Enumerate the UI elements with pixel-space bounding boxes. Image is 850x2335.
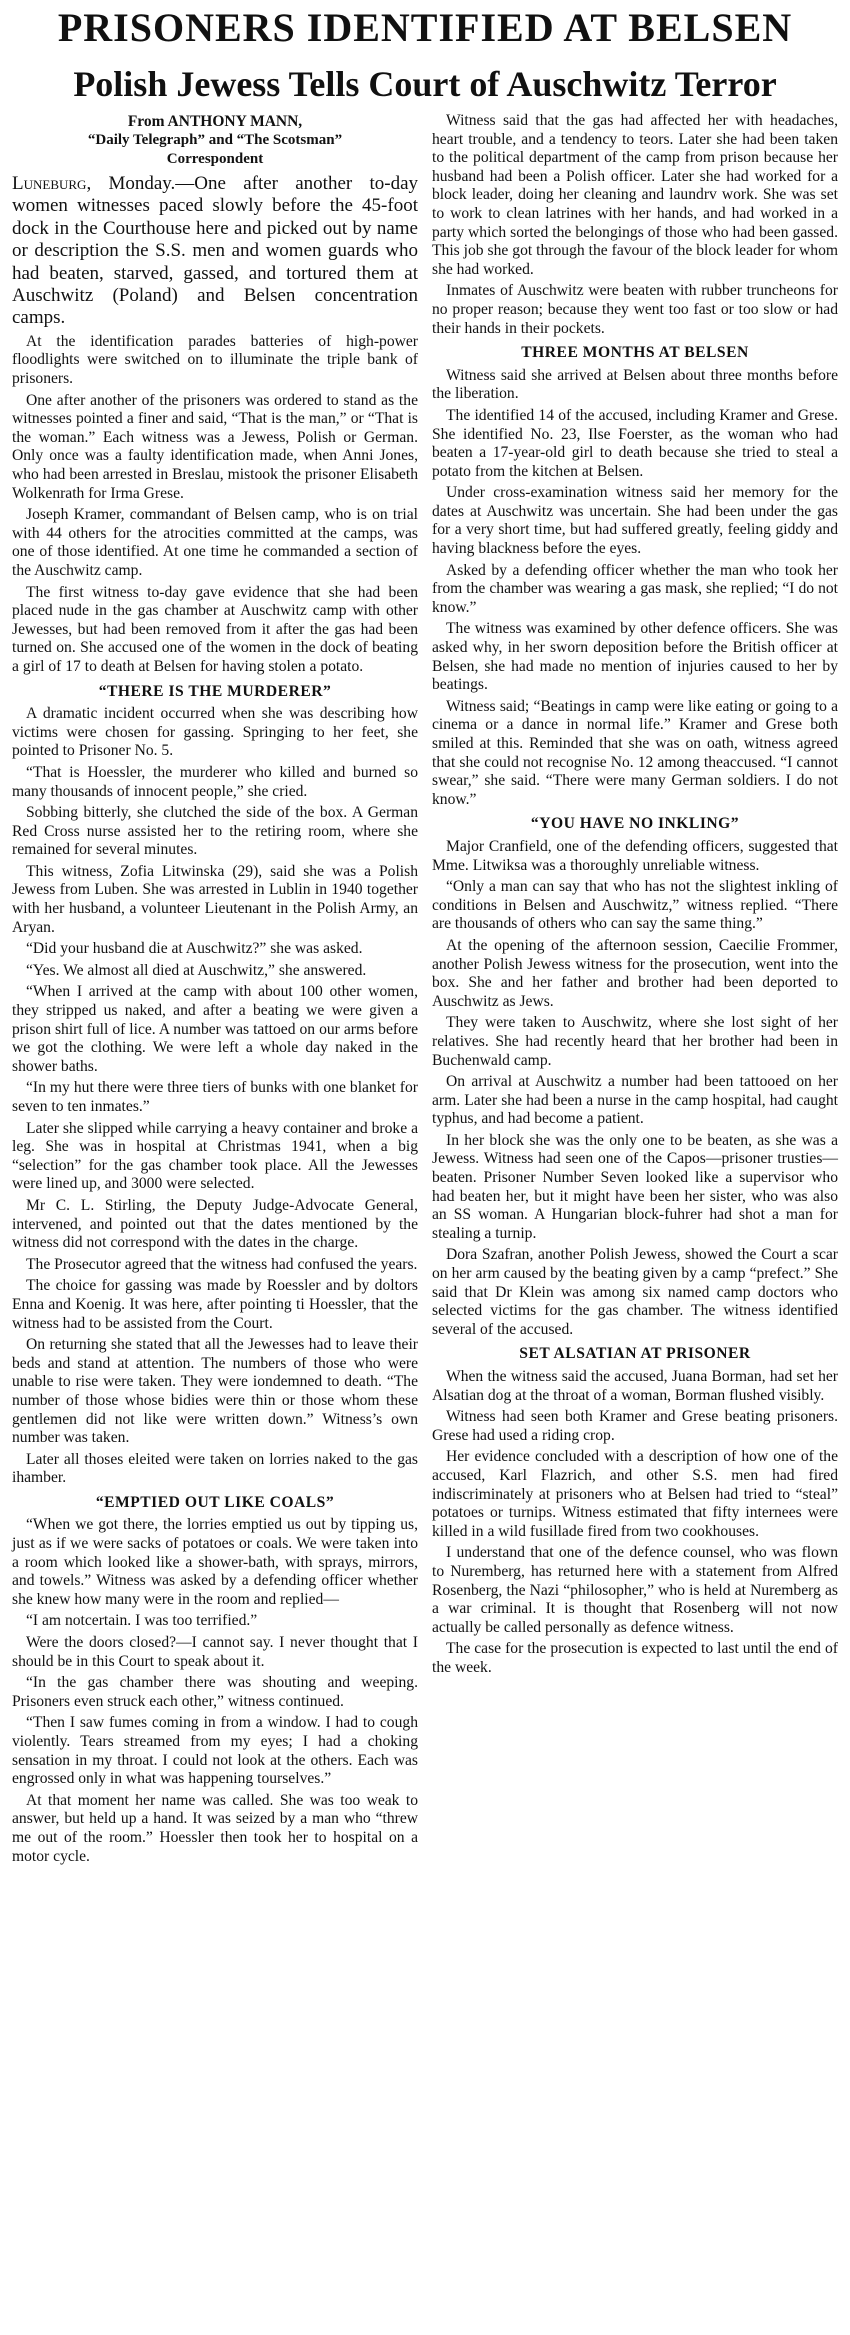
paragraph: Later she slipped while carrying a heavy container and broke a leg. She was in hospital at Christmas 1941, when a big “selection” for the gas chamber took place. All the Jewesses were lined up, and 3000 were selected. [12,1119,418,1193]
paragraph: A dramatic incident occurred when she was describing how victims were chosen for gassing. Springing to her feet, she pointed to Prisoner No. 5. [12,705,418,760]
lede-paragraph [12,173,418,330]
paragraph: “When we got there, the lorries emptied us out by tipping us, just as if we were sacks of potatoes or coals. We were taken into a room which looked like a shower-bath, with sprays, mirrors, and towels.” Witness was asked by a defending officer whether she knew how many were in the room and replied— [12,1516,418,1608]
paragraph: Later all thoses eleited were taken on lorries naked to the gas ihamber. [12,1450,418,1487]
paragraph: “Then I saw fumes coming in from a window. I had to cough violently. Tears streamed from my eyes; I had a choking sensation in my throat. I could not look at the others. Each was engrossed only in what was happening tourselves.” [12,1714,418,1788]
paragraph: “That is Hoessler, the murderer who killed and burned so many thousands of innocent people,” she cried. [12,763,418,800]
paragraph: Dora Szafran, another Polish Jewess, showed the Court a scar on her arm caused by the beating given by a camp “prefect.” She said that Dr Klein was among six named camp doctors who selected victims for the gas chamber. The witness identified several of the accused. [432,1246,838,1338]
paragraph: When the witness said the accused, Juana Borman, had set her Alsatian dog at the throat of a woman, Borman flushed visibly. [432,1368,838,1404]
paragraph: Witness said; “Beatings in camp were like eating or going to a cinema or a dance in normal life.” Kramer and Grese both smiled at this. Reminded that she was on oath, witness agreed that she could not recognise No. 12 among theaccused. “I cannot swear,” she said. “There were many German soldiers. I do not know.” [432,697,838,808]
byline-role: Correspondent [166,151,264,167]
paragraph: They were taken to Auschwitz, where she lost sight of her relatives. She had recently heard that her brother had been in Buchenwald camp. [432,1014,838,1069]
byline [12,112,418,169]
paragraph: The choice for gassing was made by Roessler and by doltors Enna and Koenig. It was here, after pointing ti Hoessler, that the witness had to be assisted from the Court. [12,1277,418,1332]
section-heading: “YOU HAVE NO INKLING” [530,815,740,833]
left-column [12,112,418,1869]
lede-text: Monday.—One after another to-day women witnesses paced slowly before the 45-foot dock in the Courthouse here and picked out by name or description the S.S. men and women guards who had beaten, starved, gassed, and tortured them at Auschwitz (Poland) and Belsen concentration camps. [12,173,418,329]
paragraph: Witness said that the gas had affected her with headaches, heart trouble, and a tendency to teors. Later she had been taken to the political department of the camp from prison because her husband had been a Polish officer. Later she had worked for a block leader, doing her cleaning and laundrv work. She was set to work to clean latrines with her hands, and had worked in a party which sorted the belongings of those who had been gassed. This job she got through the favour of the block leader for whom she had worked. [432,112,838,278]
paragraph: Under cross-examination witness said her memory for the dates at Auschwitz was uncertain. She had been under the gas for a very short time, but had suffered greatly, feeling giddy and having blackness before the eyes. [432,484,838,558]
paragraph: Inmates of Auschwitz were beaten with rubber truncheons for no proper reason; because they went too fast or too slow or had their hands in their pockets. [432,282,838,337]
section-heading: “THERE IS THE MURDERER” [98,682,332,700]
paragraph: I understand that one of the defence counsel, who was flown to Nuremberg, has returned here with a statement from Alfred Rosenberg, the Nazi “philosopher,” who is held at Nuremberg as a war criminal. It is thought that Rosenberg will not now actually be called personally as defence witness. [432,1544,838,1636]
paragraph: The first witness to-day gave evidence that she had been placed nude in the gas chamber at Auschwitz camp with other Jewesses, but had been removed from it after the gas had been turned on. She accused one of the women in the dock of beating a girl of 17 to death at Belsen for having stolen a potato. [12,583,418,675]
paragraph: At that moment her name was called. She was too weak to answer, but held up a hand. It was seized by a man who “threw me out of the room.” Hoessler then took her to hospital on a motor cycle. [12,1791,418,1865]
paragraph: The Prosecutor agreed that the witness had confused the years. [26,1255,418,1273]
paragraph: Sobbing bitterly, she clutched the side of the box. A German Red Cross nurse assisted her to the retiring room, where she remained for several minutes. [12,804,418,859]
article-columns [12,112,838,1869]
byline-papers: “Daily Telegraph” and “The Scotsman” [87,132,343,148]
paragraph: “Did your husband die at Auschwitz?” she was asked. [26,940,363,958]
paragraph: The witness was examined by other defence officers. She was asked why, in her sworn deposition before the British officer at Belsen, she had made no mention of injuries caused to her by beatings. [432,620,838,694]
headline: PRISONERS IDENTIFIED AT BELSEN [57,5,793,50]
paragraph: “Only a man can say that who has not the slightest inkling of conditions in Belsen and Auschwitz,” witness replied. “There are thousands of others who can say the same thing.” [432,878,838,933]
paragraph: Witness had seen both Kramer and Grese beating prisoners. Grese had used a riding crop. [432,1408,838,1444]
paragraph: Mr C. L. Stirling, the Deputy Judge-Advocate General, intervened, and pointed out that the dates mentioned by the witness did not correspond with the dates in the charge. [12,1196,418,1252]
paragraph: At the identification parades batteries of high-power floodlights were switched on to illuminate the triple bank of prisoners. [12,332,418,388]
paragraph: Major Cranfield, one of the defending officers, suggested that Mme. Litwiksa was a thoroughly unreliable witness. [432,837,838,874]
paragraph: One after another of the prisoners was ordered to stand as the witnesses pointed a finer and said, “That is the man,” or “That is the woman.” Each witness was a Jewess, Polish or German. Only once was a faulty identification made, when Anni Jones, who had been arrested in Breslau, mistook the prisoner Elisabeth Wolkenrath for Irma Grese. [12,391,418,502]
dateline-place: Luneburg, [12,173,92,194]
paragraph: Joseph Kramer, commandant of Belsen camp, who is on trial with 44 others for the atrocities committed at the camps, was one of those identified. At one time he commanded a section of the Auschwitz camp. [12,506,418,579]
paragraph: Witness said she arrived at Belsen about three months before the liberation. [432,366,838,403]
subheadline: Polish Jewess Tells Court of Auschwitz Terror [73,64,777,104]
paragraph: “In the gas chamber there was shouting and weeping. Prisoners even struck each other,” witness continued. [12,1674,418,1710]
paragraph: The identified 14 of the accused, including Kramer and Grese. She identified No. 23, Ilse Foerster, as the woman who had beaten a 17-year-old girl to death because she tried to steal a potato from the kitchen at Belsen. [432,406,838,480]
paragraph: Her evidence concluded with a description of how one of the accused, Karl Flazrich, and other S.S. men had fired indiscriminately at prisoners who at Belsen had tried to “steal” potatoes or turnips. Witness estimated that fifty internees were killed in a wild fusillade fired from two cookhouses. [432,1448,838,1540]
paragraph: “In my hut there were three tiers of bunks with one blanket for seven to ten inmates.” [12,1079,418,1115]
paragraph: The case for the prosecution is expected to last until the end of the week. [432,1640,838,1676]
byline-author: From ANTHONY MANN, [127,113,303,130]
paragraph: Were the doors closed?—I cannot say. I never thought that I should be in this Court to speak about it. [12,1634,418,1670]
paragraph: In her block she was the only one to be beaten, as she was a Jewess. Witness had seen one of the Capos—prisoner trusties—beaten. Prisoner Number Seven looked like a supervisor who had beaten her, but it might have been her sister, who was also an SS woman. A Hungarian block-fuhrer had shot a man for stealing a turnip. [432,1131,838,1242]
paragraph: This witness, Zofia Litwinska (29), said she was a Polish Jewess from Luben. She was arrested in Lublin in 1940 together with her husband, a volunteer Lieutenant in the Polish Army, an Aryan. [12,862,418,936]
section-heading: SET ALSATIAN AT PRISONER [519,1345,751,1363]
paragraph: “I am notcertain. I was too terrified.” [26,1612,258,1630]
paragraph: On returning she stated that all the Jewesses had to leave their beds and stand at attention. The numbers of those who were unable to rise were taken. They were iondemned to death. “The number of those whose bidies were thin or those whom these gentlemen did not like were written down.” Witness’s own number was taken. [12,1336,418,1447]
paragraph: “When I arrived at the camp with about 100 other women, they stripped us naked, and after a beating we were given a prison shirt full of lice. A number was tattoed on our arms before we got the clothing. We were left a whole day naked in the shower baths. [12,983,418,1075]
paragraph: Asked by a defending officer whether the man who took her from the chamber was wearing a gas mask, she replied; “I do not know.” [432,561,838,616]
paragraph: On arrival at Auschwitz a number had been tattooed on her arm. Later she had been a nurse in the camp hospital, had caught typhus, and had become a patient. [432,1073,838,1128]
paragraph: “Yes. We almost all died at Auschwitz,” she answered. [26,961,367,979]
section-heading: “EMPTIED OUT LIKE COALS” [95,1493,335,1511]
right-column [432,112,838,1869]
paragraph: At the opening of the afternoon session, Caecilie Frommer, another Polish Jewess witness for the prosecution, went into the box. She and her father and brother had been deported to Auschwitz as Jews. [432,936,838,1010]
section-heading: THREE MONTHS AT BELSEN [521,344,749,362]
